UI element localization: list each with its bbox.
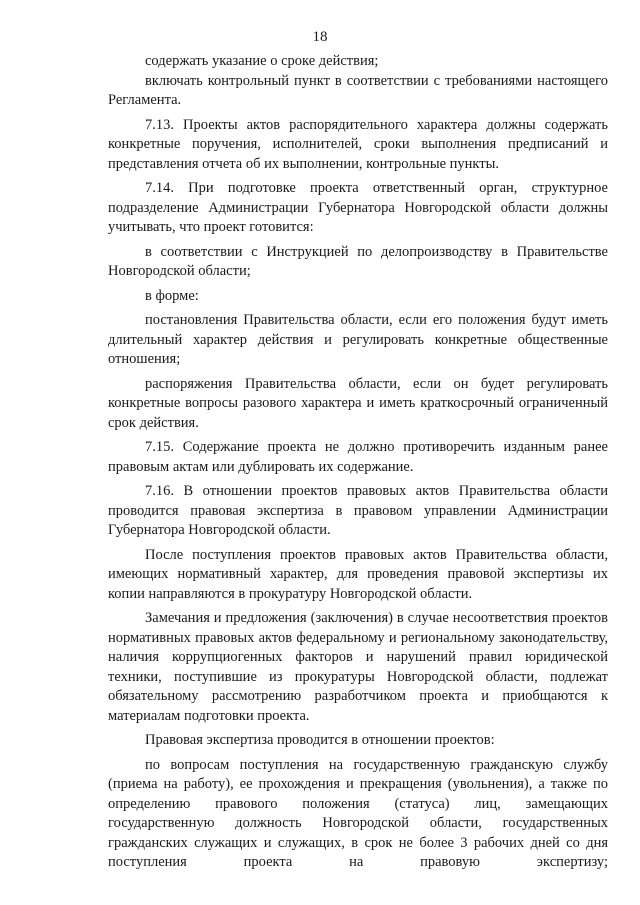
paragraph-prosecutor-copies: После поступления проектов правовых актов Правительства области, имеющих нормативный характер, для проведения правовой экспертизы их копии направляются в прокуратуру Новгородской области. [108,546,608,602]
paragraph-legal-expertise: Правовая экспертиза проводится в отношении проектов: [145,732,495,748]
paragraph-instruction: в соответствии с Инструкцией по делопроизводству в Правительстве Новгородской области; [108,243,608,279]
paragraph-7-16: 7.16. В отношении проектов правовых актов Правительства области проводится правовая экспертиза в правовом управлении Администрации Губернатора Новгородской области. [108,483,608,538]
paragraph-civil-service: по вопросам поступления на государственную гражданскую службу (приема на работу), ее прохождения и прекращения (увольнения), а также по определению правового положения (статуса) лиц, замещающих государственную должность Новгородской области, государственных гражданских служащих и служащих, в срок не более 3 рабочих дней со дня поступления проекта на правовую экспертизу; [108,756,608,870]
document-body [108,52,608,873]
paragraph-7-15: 7.15. Содержание проекта не должно противоречить изданным ранее правовым актам или дублировать их содержание. [108,439,608,475]
paragraph-resolution: постановления Правительства области, если его положения будут иметь длительный характер действия и регулировать конкретные общественные отношения; [108,312,608,367]
paragraph-order: распоряжения Правительства области, если он будет регулировать конкретные вопросы разового характера и иметь краткосрочный ограниченный срок действия. [108,375,608,431]
paragraph-form: в форме: [145,287,199,304]
paragraph-validity-term: содержать указание о сроке действия; [145,53,379,69]
paragraph-remarks: Замечания и предложения (заключения) в случае несоответствия проектов нормативных правовых актов федеральному и региональному законодательству, наличия коррупциогенных факторов и нарушений правил юридической техники, поступившие из прокуратуры Новгородской области, подлежат обязательному рассмотрению разработчиком проекта и приобщаются к материалам подготовки проекта. [108,610,608,724]
paragraph-7-14: 7.14. При подготовке проекта ответственный орган, структурное подразделение Администрации Губернатора Новгородской области должны учитывать, что проект готовится: [108,180,608,235]
paragraph-control-point: включать контрольный пункт в соответствии с требованиями настоящего Регламента. [108,72,608,108]
page-number: 18 [312,29,328,45]
paragraph-7-13: 7.13. Проекты актов распорядительного характера должны содержать конкретные поручения, исполнителей, сроки выполнения предписаний и представления отчета об их выполнении, контрольные пункты. [108,116,608,172]
